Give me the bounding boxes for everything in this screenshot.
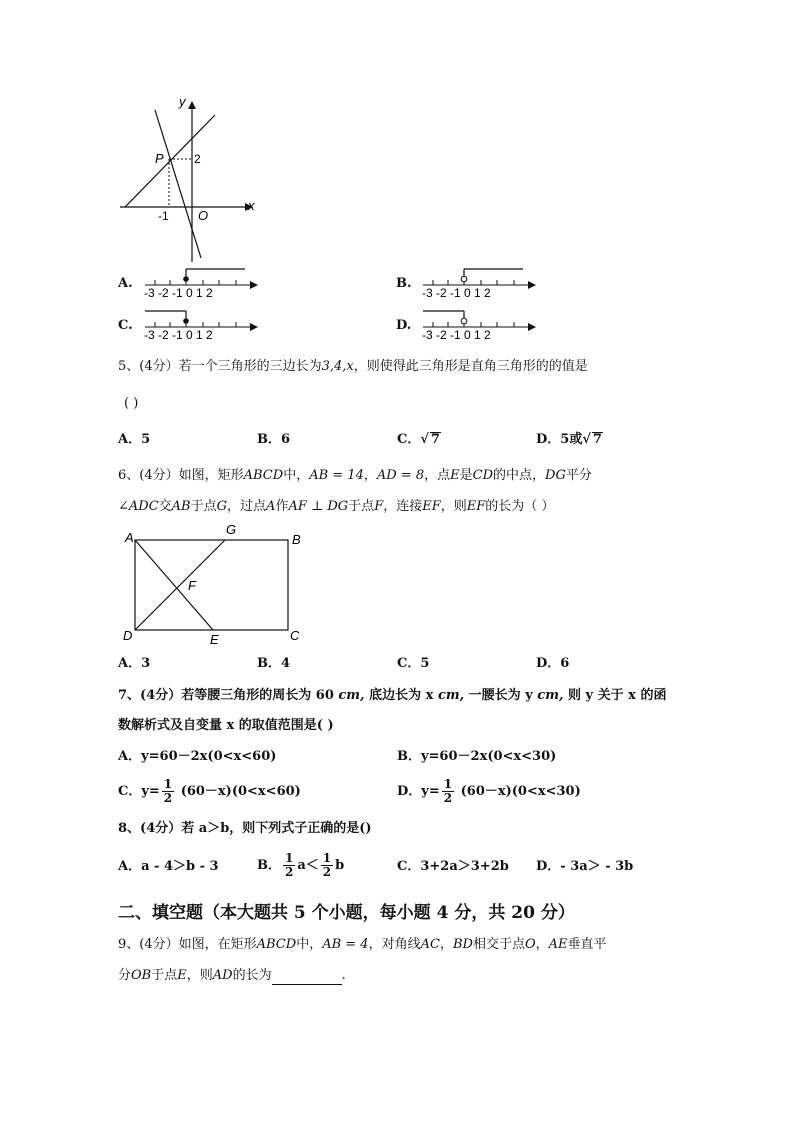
vertex-a-label: A — [125, 530, 134, 545]
q8-stem: 8、(4分）若 a＞b，则下列式子正确的是() — [118, 821, 372, 836]
y-axis-arrow-icon — [188, 101, 196, 109]
solid-dot-icon — [183, 318, 189, 324]
solid-dot-icon — [183, 276, 189, 282]
origin-label: O — [198, 208, 209, 223]
q4-option-d-numberline — [418, 307, 543, 343]
q4-option-b-numberline — [418, 265, 543, 301]
open-dot-icon — [461, 276, 467, 282]
numberline-arrow-icon — [250, 281, 258, 289]
x-axis-label: x — [248, 198, 255, 213]
q6-stem-line1: 6、(4分）如图，矩形ABCD中，AB = 14，AD = 8，点E是CD的中点，DG平分 — [118, 468, 592, 483]
q7-option-c: C．y= $\frac{1}{2}$ (60－x)(0<x<60) — [118, 777, 301, 805]
tick-labels: -3 -2 -1 0 1 2 — [422, 286, 491, 300]
line-two — [155, 110, 201, 258]
q4-option-c-numberline — [140, 307, 265, 343]
q4-option-d-letter: D. — [396, 318, 412, 333]
q9-stem-line2: 分OB于点E，则AD的长为 . — [118, 968, 346, 983]
vertex-d-label: D — [123, 628, 133, 643]
q6-option-a: A．3 — [118, 656, 151, 671]
q5-option-c: C．√ 7 — [397, 432, 440, 447]
q5-paren: ( ) — [124, 396, 139, 411]
q8-option-c: C．3+2a＞3+2b — [397, 859, 509, 874]
q7-stem-line2: 数解析式及自变量 x 的取值范围是( ) — [118, 718, 334, 733]
segment-dg — [135, 540, 225, 630]
tick-labels: -3 -2 -1 0 1 2 — [144, 286, 213, 300]
point-g-label: G — [226, 522, 237, 537]
segment-ae — [135, 540, 213, 630]
q8-option-a: A．a - 4＞b - 3 — [118, 859, 219, 874]
x-value-label: -1 — [158, 209, 169, 223]
answer-blank[interactable] — [272, 970, 342, 985]
y-value-label: 2 — [194, 152, 201, 166]
tick-labels: -3 -2 -1 0 1 2 — [144, 328, 213, 342]
line-one — [125, 115, 215, 207]
q7-stem-line1: 7、(4分）若等腰三角形的周长为 60 cm, 底边长为 x cm, 一腰长为 y cm, 则 y 关于 x 的函 — [118, 688, 667, 703]
q4-option-c-letter: C. — [118, 318, 133, 333]
q5-option-b: B．6 — [257, 432, 291, 447]
numberline-arrow-icon — [250, 323, 258, 331]
q7-option-b: B．y=60－2x(0<x<30) — [397, 749, 557, 764]
q5-option-a: A．5 — [118, 432, 151, 447]
q8-option-d: D．- 3a＞ - 3b — [536, 859, 634, 874]
q4-graph — [115, 90, 265, 265]
tick-labels: -3 -2 -1 0 1 2 — [422, 328, 491, 342]
q6-stem-line2: ∠ADC交AB于点G，过点A作AF ⊥ DG于点F，连接EF，则EF的长为（ ） — [118, 499, 555, 514]
numberline-arrow-icon — [528, 281, 536, 289]
point-p-label: P — [155, 151, 164, 166]
q6-option-d: D．6 — [536, 656, 570, 671]
q4-option-a-numberline — [140, 265, 265, 301]
q9-stem-line1: 9、(4分）如图，在矩形ABCD中，AB = 4，对角线AC，BD相交于点O，AE垂直平 — [118, 937, 607, 952]
point-f-label: F — [188, 578, 196, 593]
numberline-arrow-icon — [528, 323, 536, 331]
vertex-c-label: C — [290, 628, 300, 643]
q5-option-d: D．5或√ 7 — [536, 432, 602, 447]
q4-option-b-letter: B. — [396, 276, 412, 291]
q4-option-a-letter: A. — [118, 276, 133, 291]
section-two-heading: 二、填空题（本大题共 5 个小题，每小题 4 分，共 20 分） — [118, 903, 575, 923]
q6-rectangle-figure — [118, 520, 318, 650]
q7-option-d: D．y= $\frac{1}{2}$ (60－x)(0<x<30) — [397, 777, 581, 805]
q7-option-a: A．y=60－2x(0<x<60) — [118, 749, 277, 764]
q6-option-b: B．4 — [257, 656, 291, 671]
q5-stem: 5、(4分）若一个三角形的三边长为3,4,x，则使得此三角形是直角三角形的的值是 — [118, 359, 588, 374]
y-axis-label: y — [179, 94, 186, 109]
vertex-b-label: B — [292, 532, 301, 547]
q8-option-b: B． $\frac{1}{2}$ a＜ $\frac{1}{2}$ b — [257, 851, 345, 879]
point-e-label: E — [210, 632, 219, 647]
open-dot-icon — [461, 318, 467, 324]
q6-option-c: C．5 — [397, 656, 430, 671]
